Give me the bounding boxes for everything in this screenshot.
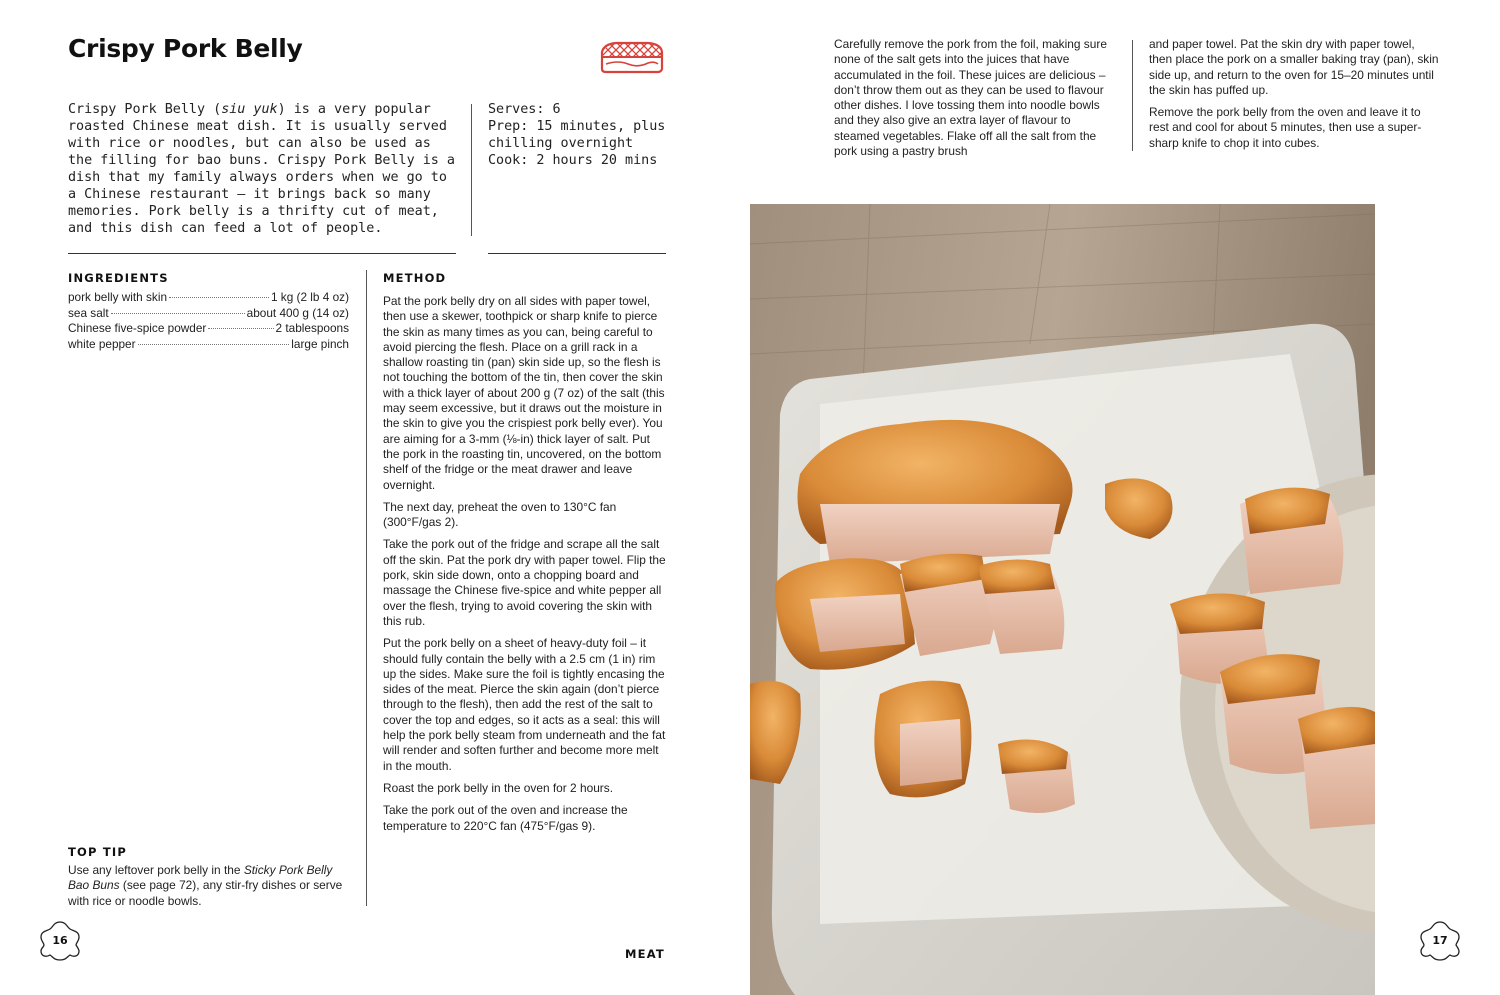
ingredients-list bbox=[68, 290, 349, 352]
pork-belly-icon bbox=[598, 40, 666, 74]
method-step: Pat the pork belly dry on all sides with paper towel, then use a skewer, toothpick or sharp knife to pierce the skin as many times as you can, being careful to avoid piercing the flesh. Place on a grill rack in a shallow roasting tin (pan) skin side up, so the flesh is not touching the bottom of the tin, then cover the skin with a thick layer of about 200 g (7 oz) of the salt (this may seem excessive, but it draws out the moisture in the skin to give you the crispiest pork belly ever). You are aiming for a 3-mm (⅛-in) thick layer of salt. Put the pork in the roasting tin, uncovered, on the bottom shelf of the fridge or the meat drawer and leave overnight. bbox=[383, 294, 665, 492]
ingredient-row bbox=[68, 290, 349, 306]
ingredient-name: Chinese five-spice powder bbox=[68, 321, 207, 335]
method-step: Take the pork out of the oven and increase the temperature to 220°C fan (475°F/gas 9). bbox=[383, 803, 628, 833]
leader-dots bbox=[208, 328, 273, 329]
section-label: MEAT bbox=[625, 947, 665, 961]
method-continued-col1 bbox=[834, 37, 1118, 159]
ingredient-name: white pepper bbox=[68, 336, 136, 351]
ingredients-heading: INGREDIENTS bbox=[68, 271, 169, 285]
leader-dots bbox=[169, 297, 269, 298]
serves-text: Serves: 6 bbox=[488, 102, 561, 117]
method-heading: METHOD bbox=[383, 271, 447, 285]
divider-intro bbox=[471, 104, 472, 236]
page-number-left bbox=[36, 917, 84, 965]
ingredient-name: sea salt bbox=[68, 305, 109, 320]
recipe-info bbox=[488, 101, 678, 169]
method-step: Put the pork belly on a sheet of heavy-duty foil – it should fully contain the belly with a 2.5 cm (1 in) rim up the sides. Make sure the foil is tightly encasing the sides of the meat. Pierce the skin again (don’t pierce through to the flesh), then add the rest of the salt to cover the top and edges, so it acts as a seal: this will help the pork belly steam from underneath and the fat will render and soften further and become more melt in the mouth. bbox=[383, 636, 666, 773]
ingredient-qty: 1 kg (2 lb 4 oz) bbox=[270, 290, 349, 304]
ingredient-row bbox=[68, 306, 349, 322]
ingredient-row bbox=[68, 321, 349, 337]
top-tip-text: Use any leftover pork belly in the Sticky Pork Belly Bao Buns (see page 72), any stir-fry dishes or serve with rice or noodle bowls. bbox=[68, 863, 343, 908]
method-continued-part1: Carefully remove the pork from the foil, making sure none of the salt gets into the juices that have accumulated in the foil. These juices are delicious – don’t throw them out as they can be used to flavour other dishes. I love tossing them into noodle bowls and they also give an extra layer of flavour to steamed vegetables. Flake off all the salt from the pork using a pastry brush bbox=[834, 37, 1107, 159]
method-final-step: Remove the pork belly from the oven and leave it to rest and cool for about 5 minutes, then use a super-sharp knife to chop it into cubes. bbox=[1149, 105, 1422, 150]
intro-term: siu yuk bbox=[221, 102, 278, 117]
page-number-text: 16 bbox=[52, 934, 68, 947]
pork-belly-photo bbox=[750, 204, 1375, 995]
ingredient-row bbox=[68, 337, 349, 353]
prep-text: Prep: 15 minutes, plus chilling overnight bbox=[488, 119, 666, 151]
leader-dots bbox=[138, 344, 290, 345]
ingredient-qty: about 400 g (14 oz) bbox=[246, 305, 349, 320]
ingredient-name: pork belly with skin bbox=[68, 290, 168, 304]
divider-right bbox=[1132, 40, 1133, 151]
cook-text: Cook: 2 hours 20 mins bbox=[488, 153, 658, 168]
ingredient-qty: 2 tablespoons bbox=[275, 321, 349, 335]
method-steps bbox=[383, 294, 669, 841]
method-step: The next day, preheat the oven to 130°C fan (300°F/gas 2). bbox=[383, 499, 617, 530]
recipe-title: Crispy Pork Belly bbox=[68, 34, 303, 63]
method-step: Roast the pork belly in the oven for 2 hours. bbox=[383, 780, 614, 795]
method-continued-part2: and paper towel. Pat the skin dry with paper towel, then place the pork on a smaller baking tray (pan), skin side up, and return to the oven for 15–20 minutes until the skin has puffed up. bbox=[1149, 37, 1439, 97]
method-continued-col2 bbox=[1149, 37, 1439, 158]
recipe-intro: Crispy Pork Belly (siu yuk) is a very popular roasted Chinese meat dish. It is usually served with rice or noodles, but can also be used as the filling for bao buns. Crispy Pork Belly is a dish that my family always orders when we go to a Chinese restaurant – it brings back so many memories. Pork belly is a thrifty cut of meat, and this dish can feed a lot of people. bbox=[68, 102, 455, 236]
page-number-text: 17 bbox=[1432, 934, 1448, 947]
divider-horizontal-left bbox=[68, 253, 456, 254]
divider-method bbox=[366, 270, 367, 906]
ingredient-qty: large pinch bbox=[291, 336, 349, 351]
top-tip-heading: TOP TIP bbox=[68, 845, 128, 859]
method-step: Take the pork out of the fridge and scrape all the salt off the skin. Pat the pork dry with paper towel. Flip the pork, skin side down, onto a chopping board and massage the Chinese five-spice and white pepper all over the flesh, trying to avoid covering the skin with this rub. bbox=[383, 537, 666, 628]
page-number-right bbox=[1416, 917, 1464, 965]
top-tip-link: Sticky Pork Belly Bao Buns bbox=[68, 863, 333, 893]
divider-horizontal-right bbox=[488, 253, 666, 254]
leader-dots bbox=[111, 313, 245, 314]
